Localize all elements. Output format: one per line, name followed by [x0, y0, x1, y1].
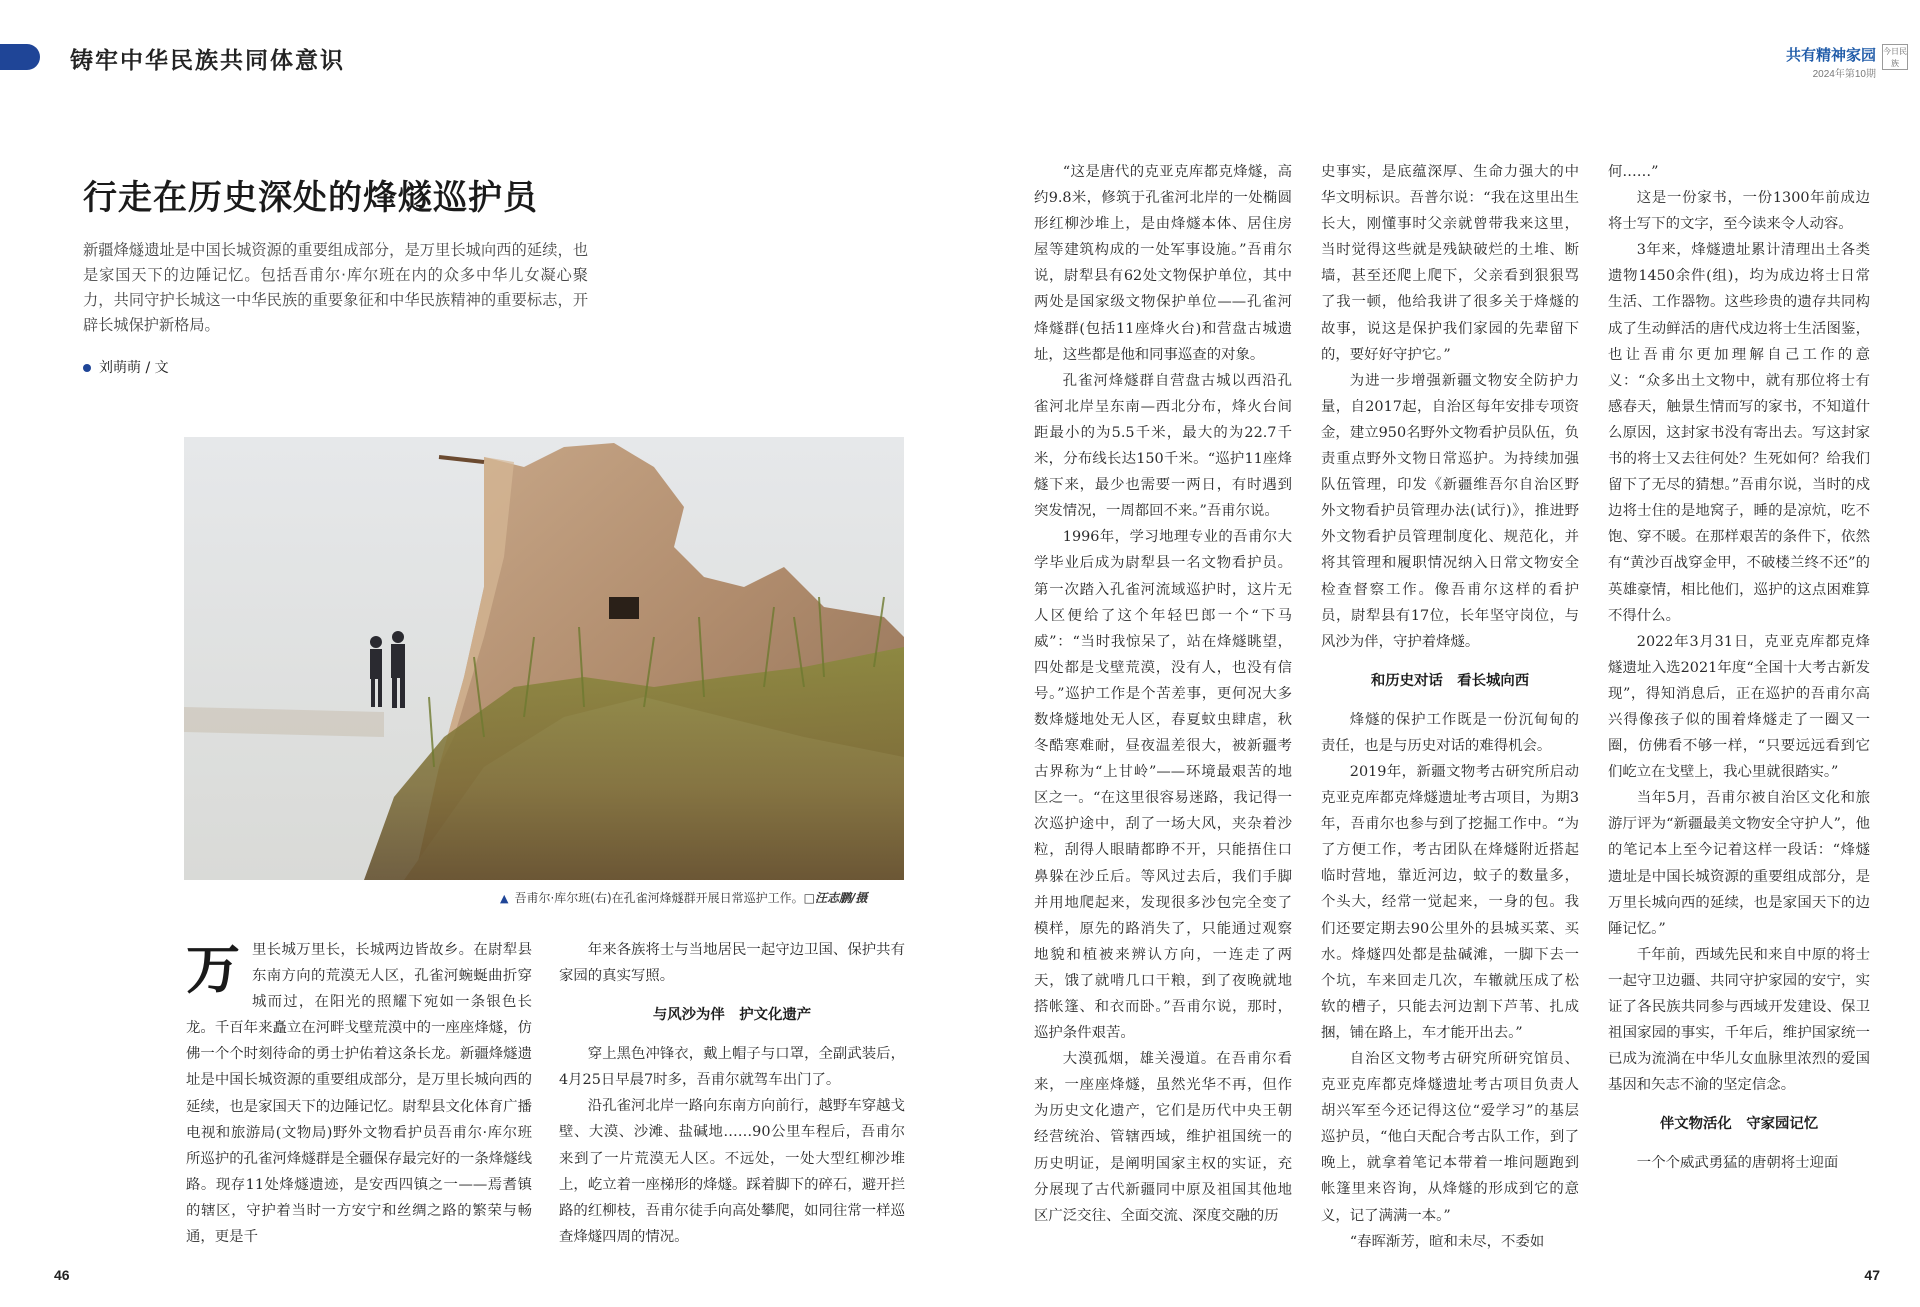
paragraph: 年来各族将士与当地居民一起守边卫国、保护共有家园的真实写照。: [559, 942, 905, 985]
paragraph: 一个个威武勇猛的唐朝将士迎面: [1636, 1155, 1839, 1172]
paragraph: 穿上黑色冲锋衣，戴上帽子与口罩，全副武装后，4月25日早晨7时多，吾甫尔就驾车出门了。: [559, 1046, 905, 1089]
caption-text: 吾甫尔·库尔班(右)在孔雀河烽燧群开展日常巡护工作。: [514, 891, 804, 905]
text-column-3: [1034, 159, 1292, 1229]
article-photo: [184, 437, 904, 880]
brand-name: 共有精神家园: [1785, 47, 1876, 64]
paragraph: “这是唐代的克亚克库都克烽燧，高约9.8米，修筑于孔雀河北岸的一处椭圆形红柳沙堆上，是由烽燧本体、居住房屋等建筑构成的一处军事设施。”吾甫尔说，尉犁县有62处文物保护单位，其中两处是国家级文物保护单位——孔雀河烽燧群(包括11座烽火台)和营盘古城遗址，这些都是他和同事巡查的对象。: [1034, 164, 1292, 363]
caption-triangle-icon: ▲: [500, 892, 509, 905]
photo-caption: [500, 889, 867, 906]
article-title: 行走在历史深处的烽燧巡护员: [83, 178, 538, 218]
paragraph: 自治区文物考古研究所研究馆员、克亚克库都克烽燧遗址考古项目负责人胡兴军至今还记得这位“爱学习”的基层巡护员，“他白天配合考古队工作，到了晚上，就拿着笔记本带着一堆问题跑到帐篷里来咨询，从烽燧的形成到它的意义，记了满满一本。”: [1321, 1051, 1579, 1224]
paragraph: 3年来，烽燧遗址累计清理出土各类遗物1450余件(组)，均为成边将士日常生活、工作器物。这些珍贵的遗存共同构成了生动鲜活的唐代戍边将士生活图鉴，也让吾甫尔更加理解自己工作的意义：“众多出土文物中，就有那位将士有感春天，触景生情而写的家书，不知道什么原因，这封家书没有寄出去。写这封家书的将士又去往何处？生死如何？给我们留下了无尽的猜想。”吾甫尔说，当时的戍边将士住的是地窝子，睡的是凉炕，吃不饱、穿不暖。在那样艰苦的条件下，依然有“黄沙百战穿金甲，不破楼兰终不还”的英雄豪情，相比他们，巡护的这点困难算不得什么。: [1608, 242, 1870, 624]
paragraph: 千年前，西域先民和来自中原的将士一起守卫边疆、共同守护家园的安宁，实证了各民族共同参与西域开发建设、保卫祖国家园的事实，千年后，维护国家统一已成为流淌在中华儿女血脉里浓烈的爱国基因和矢志不渝的坚定信念。: [1608, 946, 1870, 1094]
text-column-4: [1321, 159, 1579, 1255]
byline: [83, 357, 169, 377]
photo-credit: □汪志鹏/摄: [803, 891, 868, 905]
paragraph: 1996年，学习地理专业的吾甫尔大学毕业后成为尉犁县一名文物看护员。第一次踏入孔雀河流域巡护时，这片无人区便给了这个年轻巴郎一个“下马威”：“当时我惊呆了，站在烽燧眺望，四处都是戈壁荒漠，没有人，也没有信号。”巡护工作是个苦差事，更何况大多数烽燧地处无人区，春夏蚊虫肆虐，秋冬酷寒难耐，昼夜温差很大，被新疆考古界称为“上甘岭”——环境最艰苦的地区之一。“在这里很容易迷路，我记得一次巡护途中，刮了一场大风，夹杂着沙粒，刮得人眼睛都睁不开，只能捂住口鼻躲在沙丘后。等风过去后，我们手脚并用地爬起来，发现很多沙包完全变了模样，原先的路消失了，只能通过观察地貌和植被来辨认方向，一连走了两天，饿了就啃几口干粮，到了夜晚就地搭帐篷、和衣而卧。”吾甫尔说，那时，巡护条件艰苦。: [1034, 529, 1292, 1042]
byline-text: 刘萌萌 / 文: [99, 360, 169, 376]
section-heading: 与风沙为伴 护文化遗产: [652, 1007, 812, 1024]
paragraph: 沿孔雀河北岸一路向东南方向前行，越野车穿越戈壁、大漠、沙滩、盐碱地……90公里车程后，吾甫尔来到了一片荒漠无人区。不远处，一处大型红柳沙堆上，屹立着一座梯形的烽燧。踩着脚下的碎石，避开拦路的红柳枝，吾甫尔徒手向高处攀爬，如同往常一样巡查烽燧四周的情况。: [559, 1098, 905, 1245]
paragraph: 史事实，是底蕴深厚、生命力强大的中华文明标识。吾普尔说：“我在这里出生长大，刚懂事时父亲就曾带我来这里，当时觉得这些就是残缺破烂的土堆、断墙，甚至还爬上爬下，父亲看到狠狠骂了我一顿，他给我讲了很多关于烽燧的故事，说这是保护我们家园的先辈留下的，要好好守护它。”: [1321, 164, 1579, 363]
beacon-tower-photo: [184, 437, 904, 880]
page-number-left: 46: [54, 1267, 70, 1283]
paragraph: 这是一份家书，一份1300年前成边将士写下的文字，至今读来令人动容。: [1608, 190, 1870, 233]
bullet-icon: [83, 364, 91, 372]
article-lead: 新疆烽燧遗址是中国长城资源的重要组成部分，是万里长城向西的延续，也是家国天下的边陲记忆。包括吾甫尔·库尔班在内的众多中华儿女凝心聚力，共同守护长城这一中华民族的重要象征和中华民族精神的重要标志，开辟长城保护新格局。: [83, 241, 588, 334]
paragraph: 为进一步增强新疆文物安全防护力量，自2017起，自治区每年安排专项资金，建立950名野外文物看护员队伍，负责重点野外文物日常巡护。为持续加强队伍管理，印发《新疆维吾尔自治区野外文物看护员管理办法(试行)》，推进野外文物看护员管理制度化、规范化，并将其管理和履职情况纳入日常文物安全检查督察工作。像吾甫尔这样的看护员，尉犁县有17位，长年坚守岗位，与风沙为伴，守护着烽燧。: [1321, 372, 1579, 650]
magazine-brand: [1785, 44, 1907, 80]
section-marker: [0, 44, 40, 70]
section-heading: 伴文物活化 守家园记忆: [1659, 1116, 1819, 1133]
drop-cap: 万: [186, 937, 240, 1001]
paragraph: 里长城万里长，长城两边皆故乡。在尉犁县东南方向的荒漠无人区，孔雀河蜿蜒曲折穿城而过，在阳光的照耀下宛如一条银色长龙。千百年来矗立在河畔戈壁荒漠中的一座座烽燧，仿佛一个个时刻待命的勇士护佑着这条长龙。新疆烽燧遗址是中国长城资源的重要组成部分，是万里长城向西的延续，也是家国天下的边陲记忆。尉犁县文化体育广播电视和旅游局(文物局)野外文物看护员吾甫尔·库尔班所巡护的孔雀河烽燧群是全疆保存最完好的一条烽燧线路。现存11处烽燧遗迹，是安西四镇之一——焉耆镇的辖区，守护着当时一方安宁和丝绸之路的繁荣与畅通，更是千: [186, 942, 532, 1246]
paragraph: 大漠孤烟，雄关漫道。在吾甫尔看来，一座座烽燧，虽然光华不再，但作为历史文化遗产，它们是历代中央王朝经营统治、管辖西域，维护祖国统一的历史明证，是阐明国家主权的实证，充分展现了古代新疆同中原及祖国其他地区广泛交往、全面交流、深度交融的历: [1034, 1051, 1292, 1224]
section-title: 铸牢中华民族共同体意识: [70, 47, 345, 74]
paragraph: “春晖渐芳，暄和未尽，不委如: [1349, 1233, 1545, 1250]
text-column-2: [559, 937, 905, 1250]
paragraph: 何……”: [1608, 164, 1659, 180]
paragraph: 烽燧的保护工作既是一份沉甸甸的责任，也是与历史对话的难得机会。: [1321, 711, 1579, 754]
brand-issue: 2024年第10期: [1812, 69, 1876, 80]
paragraph: 2019年，新疆文物考古研究所启动克亚克库都克烽燧遗址考古项目，为期3年，吾甫尔也参与到了挖掘工作中。“为了方便工作，考古团队在烽燧附近搭起临时营地，靠近河边，蚊子的数量多，个头大，经常一觉起来，一身的包。我们还要定期去90公里外的县城买菜、买水。烽燧四处都是盐碱滩，一脚下去一个坑，车来回走几次，车辙就压成了松软的槽子，只能去河边割下芦苇、扎成捆，铺在路上，车才能开出去。”: [1321, 763, 1579, 1041]
text-column-5: [1608, 159, 1870, 1176]
page-number-right: 47: [1864, 1267, 1880, 1283]
brand-logo-icon: 今日民族: [1882, 44, 1908, 70]
text-column-1: [186, 937, 532, 1250]
paragraph: 孔雀河烽燧群自营盘古城以西沿孔雀河北岸呈东南—西北分布，烽火台间距最小的为5.5千米，最大的为22.7千米，分布线长达150千米。“巡护11座烽燧下来，最少也需要一两日，有时遇到突发情况，一周都回不来。”吾甫尔说。: [1034, 372, 1292, 520]
paragraph: 当年5月，吾甫尔被自治区文化和旅游厅评为“新疆最美文物安全守护人”，他的笔记本上至今记着这样一段话：“烽燧遗址是中国长城资源的重要组成部分，是万里长城向西的延续，也是家国天下的边陲记忆。”: [1608, 790, 1870, 937]
section-heading: 和历史对话 看长城向西: [1370, 672, 1530, 689]
paragraph: 2022年3月31日，克亚克库都克烽燧遗址入选2021年度“全国十大考古新发现”，得知消息后，正在巡护的吾甫尔高兴得像孩子似的围着烽燧走了一圈又一圈，仿佛看不够一样，“只要远远看到它们屹立在戈壁上，我心里就很踏实。”: [1608, 633, 1870, 781]
